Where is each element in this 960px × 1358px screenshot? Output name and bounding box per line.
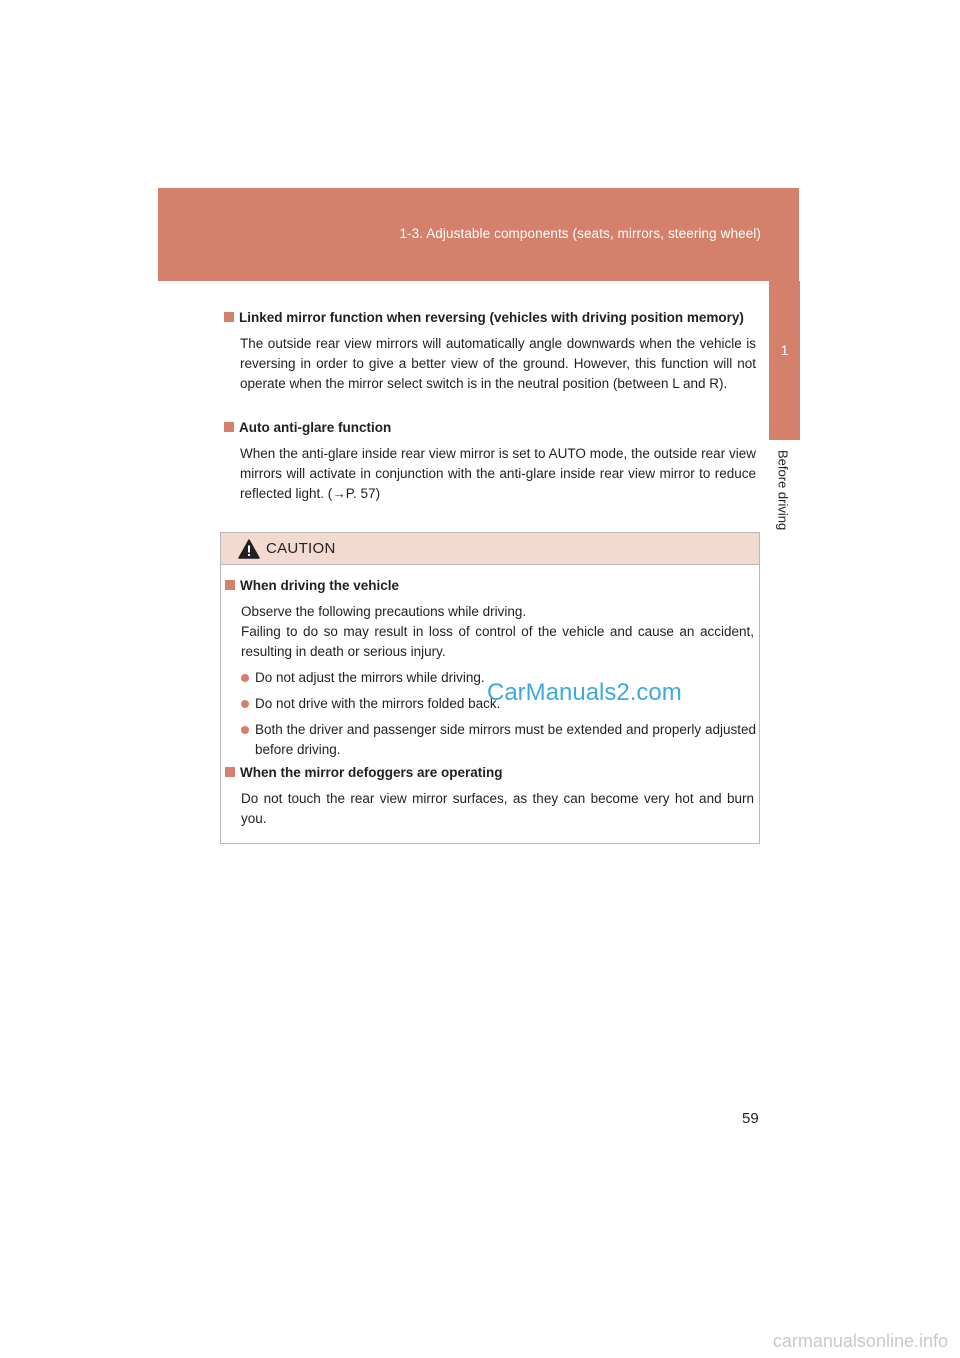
- caution-header: [221, 533, 759, 565]
- square-bullet-icon: [224, 312, 234, 322]
- caution-line: Failing to do so may result in loss of control of the vehicle and cause an accident, resulting in death or serious injury.: [241, 624, 754, 659]
- square-bullet-icon: [225, 767, 235, 777]
- section-body: The outside rear view mirrors will automatically angle downwards when the vehicle is reversing in order to give a better view of the ground. However, this function will not operate when the mirror select switch is in the neutral position (between L and R).: [240, 336, 756, 391]
- chapter-header-band: [158, 188, 799, 281]
- circle-bullet-icon: [241, 726, 249, 734]
- warning-triangle-icon: [238, 539, 260, 559]
- section-heading: [224, 418, 756, 438]
- footer-watermark: carmanualsonline.info: [772, 1331, 948, 1351]
- section-heading: [224, 308, 756, 328]
- caution-section-heading: [225, 576, 756, 596]
- section-auto-anti-glare: [224, 418, 756, 504]
- circle-bullet-icon: [241, 674, 249, 682]
- caution-paragraph: [241, 602, 754, 662]
- chapter-number: 1: [780, 342, 789, 358]
- list-item-text: Do not adjust the mirrors while driving.: [255, 670, 485, 685]
- watermark-text: CarManuals2.com: [487, 679, 682, 706]
- chapter-side-label: [768, 450, 798, 540]
- list-item-text: Both the driver and passenger side mirrors must be extended and properly adjusted before driving.: [255, 722, 756, 757]
- list-item-text: Do not drive with the mirrors folded back.: [255, 696, 501, 711]
- chapter-side-label-text: Before driving: [775, 450, 791, 531]
- caution-section-defoggers: [221, 763, 761, 829]
- page-number: 59: [742, 1110, 759, 1127]
- caution-section-heading-text: When driving the vehicle: [240, 578, 400, 593]
- section-linked-mirror: [224, 308, 756, 394]
- caution-paragraph: Do not touch the rear view mirror surfaces, as they can become very hot and burn you.: [241, 791, 754, 826]
- chapter-title: 1-3. Adjustable components (seats, mirrors, steering wheel): [399, 226, 761, 241]
- square-bullet-icon: [225, 580, 235, 590]
- caution-section-heading: [225, 763, 756, 783]
- caution-line: Observe the following precautions while driving.: [241, 604, 527, 619]
- caution-section-driving: [221, 576, 761, 760]
- caution-section-heading-text: When the mirror defoggers are operating: [240, 765, 503, 780]
- section-heading-text: Linked mirror function when reversing (vehicles with driving position memory): [239, 310, 744, 325]
- section-heading-text: Auto anti-glare function: [239, 420, 392, 435]
- circle-bullet-icon: [241, 700, 249, 708]
- section-body: When the anti-glare inside rear view mirror is set to AUTO mode, the outside rear view mirrors will activate in conjunction with the anti-glare inside rear view mirror to reduce reflected light. (→P. 57): [240, 446, 756, 501]
- chapter-side-tab: [769, 281, 800, 440]
- list-item: [241, 720, 756, 760]
- caution-title: CAUTION: [266, 540, 336, 557]
- square-bullet-icon: [224, 422, 234, 432]
